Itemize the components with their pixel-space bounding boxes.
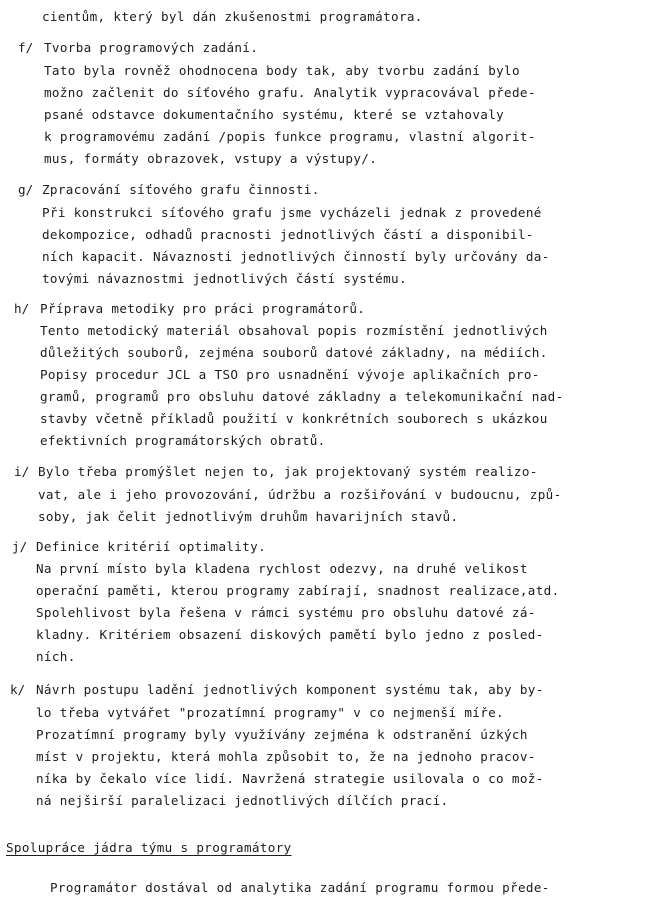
item-marker: g/ (18, 182, 34, 197)
item-title: Příprava metodiky pro práci programátorů. (40, 301, 366, 316)
text-line: lo třeba vytvářet "prozatímní programy" v co nejmenší míře. (36, 705, 504, 720)
item-title: Zpracování síťového grafu činnosti. (42, 182, 320, 197)
text-line: operační paměti, kterou programy zabírají, snadnost realizace,atd. (36, 583, 560, 598)
item-marker: k/ (10, 682, 26, 697)
item-marker: j/ (12, 539, 28, 554)
text-line: efektivních programátorských obratů. (40, 433, 326, 448)
text-line: níka by čekalo více lidí. Navržená strategie usilovala o co mož- (36, 771, 544, 786)
text-line: Tato byla rovněž ohodnocena body tak, aby tvorbu zadání bylo (44, 63, 520, 78)
text-line: důležitých souborů, zejména souborů datové základny, na médiích. (40, 345, 548, 360)
text-line: Prozatímní programy byly využívány zejména k odstranění úzkých (36, 727, 528, 742)
text-line: Programátor dostával od analytika zadání programu formou přede- (50, 880, 550, 895)
text-line: cientům, který byl dán zkušenostmi programátora. (42, 9, 423, 24)
text-line: tovými návaznostmi jednotlivých částí systému. (42, 271, 407, 286)
text-line: ná nejširší paralelizaci jednotlivých dílčích prací. (36, 793, 449, 808)
text-line: ních. (36, 649, 76, 664)
text-line: Při konstrukci síťového grafu jsme vycházeli jednak z provedené (42, 205, 542, 220)
text-line: možno začlenit do síťového grafu. Analytik vypracovával přede- (44, 85, 536, 100)
text-line: gramů, programů pro obsluhu datové základny a telekomunikační nad- (40, 389, 564, 404)
text-line: mus, formáty obrazovek, vstupy a výstupy/. (44, 151, 378, 166)
text-line: soby, jak čelit jednotlivým druhům havarijních stavů. (38, 509, 459, 524)
text-line: Spolehlivost byla řešena v rámci systému pro obsluhu datové zá- (36, 605, 536, 620)
text-line: k programovému zadání /popis funkce programu, vlastní algorit- (44, 129, 536, 144)
item-title: Tvorba programových zadání. (44, 40, 259, 55)
text-line: míst v projektu, která mohla způsobit to, že na jednoho pracov- (36, 749, 536, 764)
text-line: Tento metodický materiál obsahoval popis rozmístění jednotlivých (40, 323, 548, 338)
text-line: psané odstavce dokumentačního systému, které se vztahovaly (44, 107, 505, 122)
item-marker: i/ (14, 464, 30, 479)
item-title: Definice kritérií optimality. (36, 539, 267, 554)
text-line: ních kapacit. Návaznosti jednotlivých činností byly určovány da- (42, 249, 550, 264)
text-line: dekompozice, odhadů pracnosti jednotlivých částí a disponibil- (42, 227, 534, 242)
text-line: Popisy procedur JCL a TSO pro usnadnění vývoje aplikačních pro- (40, 367, 540, 382)
text-line: Bylo třeba promýšlet nejen to, jak projektovaný systém realizo- (38, 464, 538, 479)
text-line: stavby včetně příkladů použití v konkrétních souborech s ukázkou (40, 411, 548, 426)
section-heading: Spolupráce jádra týmu s programátory (6, 840, 292, 855)
text-line: Na první místo byla kladena rychlost odezvy, na druhé velikost (36, 561, 528, 576)
text-line: kladny. Kritériem obsazení diskových pamětí bylo jedno z posled- (36, 627, 544, 642)
text-line: Návrh postupu ladění jednotlivých komponent systému tak, aby by- (36, 682, 544, 697)
item-marker: f/ (18, 40, 34, 55)
item-marker: h/ (14, 301, 30, 316)
text-line: vat, ale i jeho provozování, údržbu a rozšiřování v budoucnu, způ- (38, 487, 562, 502)
